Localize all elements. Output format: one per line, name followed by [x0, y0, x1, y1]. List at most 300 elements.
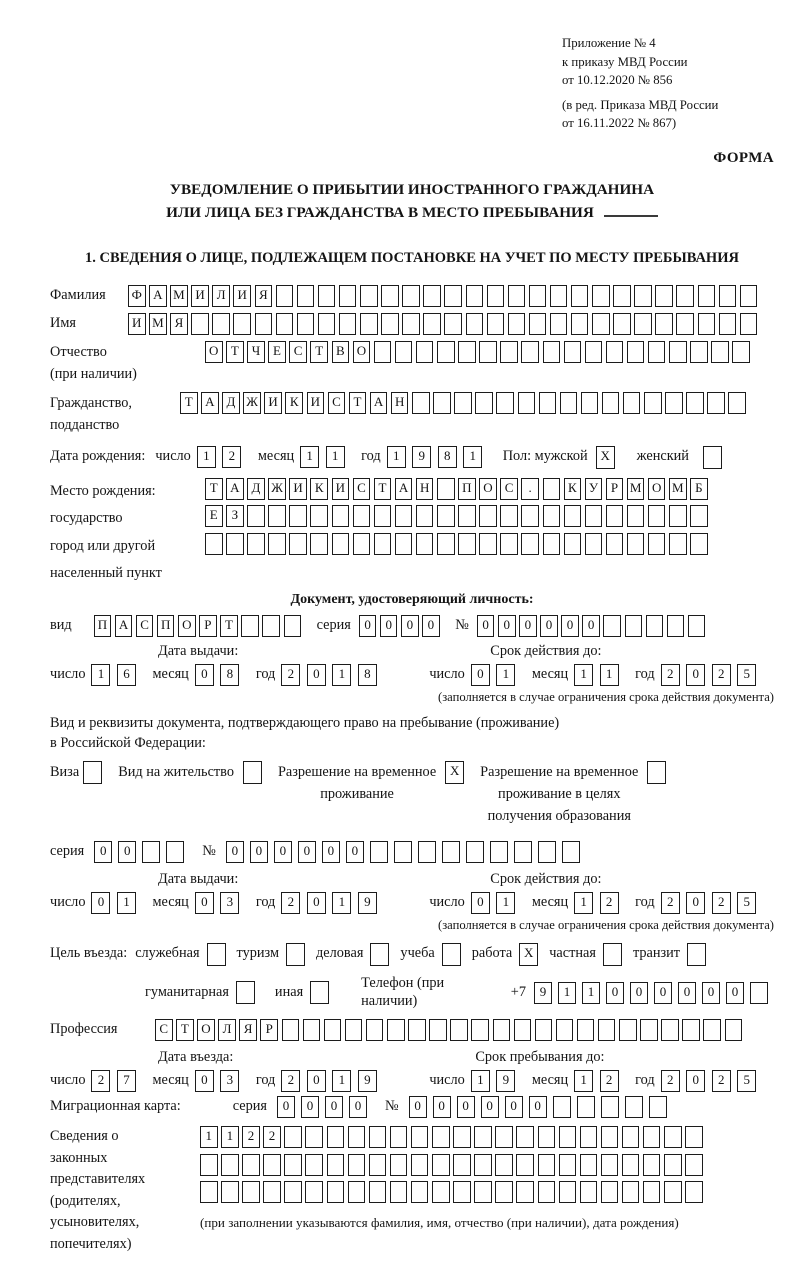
char-cell[interactable]: 0 [686, 1070, 705, 1092]
char-cell[interactable] [750, 982, 768, 1004]
char-cell[interactable] [619, 1019, 637, 1041]
char-cell[interactable]: 8 [438, 446, 457, 468]
char-cell[interactable] [247, 505, 265, 527]
char-cell[interactable] [200, 1154, 218, 1176]
char-cell[interactable] [242, 1154, 260, 1176]
char-cell[interactable]: 0 [195, 892, 214, 914]
char-cell[interactable] [310, 505, 328, 527]
birth-month-cells[interactable] [300, 446, 351, 468]
char-cell[interactable]: Т [176, 1019, 194, 1041]
char-cell[interactable] [643, 1181, 661, 1203]
char-cell[interactable] [559, 1181, 577, 1203]
char-cell[interactable] [521, 533, 539, 555]
char-cell[interactable] [664, 1181, 682, 1203]
char-cell[interactable] [571, 285, 589, 307]
char-cell[interactable] [453, 1154, 471, 1176]
char-cell[interactable] [585, 533, 603, 555]
char-cell[interactable]: 2 [600, 892, 619, 914]
char-cell[interactable] [508, 285, 526, 307]
char-cell[interactable]: 2 [281, 1070, 300, 1092]
char-cell[interactable]: И [191, 285, 209, 307]
visa-checkbox[interactable] [83, 761, 102, 784]
char-cell[interactable] [577, 1019, 595, 1041]
char-cell[interactable] [564, 533, 582, 555]
char-cell[interactable]: К [285, 392, 303, 414]
char-cell[interactable]: 1 [574, 1070, 593, 1092]
valid-month-cells[interactable] [574, 892, 625, 914]
char-cell[interactable] [585, 341, 603, 363]
char-cell[interactable] [395, 533, 413, 555]
char-cell[interactable] [560, 392, 578, 414]
char-cell[interactable]: 0 [195, 664, 214, 686]
representatives-cells-row1[interactable] [200, 1126, 706, 1148]
char-cell[interactable] [327, 1126, 345, 1148]
valid-day-cells[interactable] [471, 664, 522, 686]
char-cell[interactable] [268, 505, 286, 527]
char-cell[interactable]: Т [374, 478, 392, 500]
char-cell[interactable] [479, 505, 497, 527]
char-cell[interactable]: 1 [200, 1126, 218, 1148]
char-cell[interactable]: Ф [128, 285, 146, 307]
char-cell[interactable]: 2 [712, 664, 731, 686]
char-cell[interactable] [500, 505, 518, 527]
char-cell[interactable]: Н [416, 478, 434, 500]
char-cell[interactable]: Б [690, 478, 708, 500]
char-cell[interactable] [732, 341, 750, 363]
char-cell[interactable]: 8 [358, 664, 377, 686]
char-cell[interactable] [370, 943, 389, 966]
char-cell[interactable] [345, 1019, 363, 1041]
char-cell[interactable] [450, 1019, 468, 1041]
char-cell[interactable]: С [500, 478, 518, 500]
char-cell[interactable] [142, 841, 160, 863]
char-cell[interactable]: 2 [281, 664, 300, 686]
char-cell[interactable] [649, 1096, 667, 1118]
char-cell[interactable]: К [564, 478, 582, 500]
char-cell[interactable] [263, 1154, 281, 1176]
char-cell[interactable] [496, 392, 514, 414]
citizenship-cells[interactable] [180, 392, 750, 414]
valid-year-cells[interactable] [661, 664, 763, 686]
char-cell[interactable]: 0 [274, 841, 292, 863]
char-cell[interactable] [297, 285, 315, 307]
char-cell[interactable] [535, 1019, 553, 1041]
char-cell[interactable] [444, 285, 462, 307]
char-cell[interactable] [466, 313, 484, 335]
char-cell[interactable] [640, 1019, 658, 1041]
char-cell[interactable] [543, 341, 561, 363]
char-cell[interactable] [411, 1181, 429, 1203]
stay-month-cells[interactable] [574, 1070, 625, 1092]
char-cell[interactable]: Ж [243, 392, 261, 414]
char-cell[interactable] [353, 533, 371, 555]
char-cell[interactable] [665, 392, 683, 414]
char-cell[interactable] [332, 505, 350, 527]
char-cell[interactable] [411, 1126, 429, 1148]
char-cell[interactable] [360, 313, 378, 335]
char-cell[interactable]: И [128, 313, 146, 335]
firstname-cells[interactable] [128, 313, 761, 335]
char-cell[interactable] [601, 1154, 619, 1176]
char-cell[interactable]: 2 [281, 892, 300, 914]
char-cell[interactable] [205, 533, 223, 555]
char-cell[interactable] [471, 1019, 489, 1041]
char-cell[interactable] [685, 1154, 703, 1176]
char-cell[interactable] [521, 505, 539, 527]
char-cell[interactable] [564, 341, 582, 363]
char-cell[interactable]: 0 [307, 1070, 326, 1092]
char-cell[interactable]: 0 [561, 615, 579, 637]
char-cell[interactable] [339, 285, 357, 307]
temp-residence-checkbox[interactable] [445, 761, 464, 784]
char-cell[interactable] [518, 392, 536, 414]
residence-permit-checkbox[interactable] [243, 761, 262, 784]
char-cell[interactable] [305, 1181, 323, 1203]
char-cell[interactable] [458, 341, 476, 363]
char-cell[interactable]: 0 [505, 1096, 523, 1118]
char-cell[interactable] [437, 478, 455, 500]
profession-cells[interactable] [155, 1019, 746, 1041]
char-cell[interactable]: 2 [712, 892, 731, 914]
char-cell[interactable]: Т [205, 478, 223, 500]
char-cell[interactable]: О [197, 1019, 215, 1041]
issue-year-cells[interactable] [281, 892, 383, 914]
char-cell[interactable] [625, 1096, 643, 1118]
char-cell[interactable]: В [332, 341, 350, 363]
char-cell[interactable] [241, 615, 259, 637]
char-cell[interactable]: 0 [471, 664, 490, 686]
char-cell[interactable] [437, 505, 455, 527]
char-cell[interactable]: 0 [349, 1096, 367, 1118]
char-cell[interactable]: 0 [195, 1070, 214, 1092]
char-cell[interactable]: С [155, 1019, 173, 1041]
char-cell[interactable]: 2 [263, 1126, 281, 1148]
char-cell[interactable] [585, 505, 603, 527]
char-cell[interactable]: С [289, 341, 307, 363]
char-cell[interactable]: Д [247, 478, 265, 500]
char-cell[interactable]: Т [180, 392, 198, 414]
char-cell[interactable] [543, 478, 561, 500]
char-cell[interactable] [643, 1126, 661, 1148]
char-cell[interactable]: А [226, 478, 244, 500]
char-cell[interactable] [305, 1154, 323, 1176]
char-cell[interactable] [454, 392, 472, 414]
char-cell[interactable] [602, 392, 620, 414]
char-cell[interactable] [543, 533, 561, 555]
char-cell[interactable]: 0 [298, 841, 316, 863]
char-cell[interactable]: Я [170, 313, 188, 335]
purpose-other-checkbox[interactable] [310, 981, 329, 1004]
char-cell[interactable] [648, 533, 666, 555]
char-cell[interactable]: 0 [457, 1096, 475, 1118]
char-cell[interactable]: 0 [481, 1096, 499, 1118]
char-cell[interactable]: И [289, 478, 307, 500]
char-cell[interactable] [416, 505, 434, 527]
residence-series-cells[interactable] [94, 841, 190, 863]
char-cell[interactable] [577, 1096, 595, 1118]
char-cell[interactable] [83, 761, 102, 784]
char-cell[interactable] [728, 392, 746, 414]
char-cell[interactable] [564, 505, 582, 527]
char-cell[interactable] [429, 1019, 447, 1041]
char-cell[interactable]: 0 [686, 664, 705, 686]
char-cell[interactable] [521, 341, 539, 363]
purpose-transit-checkbox[interactable] [687, 943, 706, 966]
char-cell[interactable]: Р [199, 615, 217, 637]
char-cell[interactable] [625, 615, 643, 637]
char-cell[interactable]: О [178, 615, 196, 637]
char-cell[interactable]: 0 [433, 1096, 451, 1118]
char-cell[interactable] [687, 943, 706, 966]
char-cell[interactable]: Е [205, 505, 223, 527]
migration-number-cells[interactable] [409, 1096, 673, 1118]
char-cell[interactable] [348, 1154, 366, 1176]
char-cell[interactable] [603, 615, 621, 637]
char-cell[interactable] [514, 841, 532, 863]
char-cell[interactable] [690, 341, 708, 363]
char-cell[interactable]: 9 [496, 1070, 515, 1092]
char-cell[interactable] [580, 1126, 598, 1148]
char-cell[interactable] [719, 313, 737, 335]
char-cell[interactable] [221, 1154, 239, 1176]
char-cell[interactable] [474, 1154, 492, 1176]
char-cell[interactable]: Р [260, 1019, 278, 1041]
char-cell[interactable]: 1 [496, 664, 515, 686]
char-cell[interactable] [669, 533, 687, 555]
char-cell[interactable] [490, 841, 508, 863]
char-cell[interactable]: А [149, 285, 167, 307]
char-cell[interactable] [297, 313, 315, 335]
char-cell[interactable]: 1 [300, 446, 319, 468]
char-cell[interactable]: 0 [582, 615, 600, 637]
char-cell[interactable] [466, 841, 484, 863]
char-cell[interactable] [543, 505, 561, 527]
char-cell[interactable]: 0 [409, 1096, 427, 1118]
purpose-tourism-checkbox[interactable] [286, 943, 305, 966]
char-cell[interactable] [580, 1154, 598, 1176]
char-cell[interactable]: М [627, 478, 645, 500]
char-cell[interactable]: 8 [220, 664, 239, 686]
char-cell[interactable] [703, 1019, 721, 1041]
char-cell[interactable] [262, 615, 280, 637]
char-cell[interactable]: С [136, 615, 154, 637]
char-cell[interactable]: 1 [600, 664, 619, 686]
char-cell[interactable]: 0 [325, 1096, 343, 1118]
char-cell[interactable]: 0 [226, 841, 244, 863]
char-cell[interactable] [562, 841, 580, 863]
char-cell[interactable]: Т [220, 615, 238, 637]
char-cell[interactable] [191, 313, 209, 335]
purpose-work-checkbox[interactable] [519, 943, 538, 966]
char-cell[interactable] [690, 505, 708, 527]
birth-place-cells-row3[interactable] [205, 533, 711, 555]
char-cell[interactable]: 1 [558, 982, 576, 1004]
doc-type-cells[interactable] [94, 615, 305, 637]
char-cell[interactable] [332, 533, 350, 555]
char-cell[interactable]: Ж [268, 478, 286, 500]
char-cell[interactable]: О [648, 478, 666, 500]
purpose-official-checkbox[interactable] [207, 943, 226, 966]
char-cell[interactable] [475, 392, 493, 414]
char-cell[interactable] [627, 341, 645, 363]
doc-number-cells[interactable] [477, 615, 709, 637]
purpose-study-checkbox[interactable] [442, 943, 461, 966]
char-cell[interactable] [685, 1126, 703, 1148]
char-cell[interactable] [289, 533, 307, 555]
issue-month-cells[interactable] [195, 664, 246, 686]
char-cell[interactable] [466, 285, 484, 307]
char-cell[interactable]: Л [212, 285, 230, 307]
char-cell[interactable] [255, 313, 273, 335]
char-cell[interactable] [423, 313, 441, 335]
birth-day-cells[interactable] [197, 446, 248, 468]
char-cell[interactable] [353, 505, 371, 527]
char-cell[interactable]: К [310, 478, 328, 500]
char-cell[interactable] [418, 841, 436, 863]
char-cell[interactable]: X [596, 446, 615, 469]
char-cell[interactable] [444, 313, 462, 335]
char-cell[interactable] [556, 1019, 574, 1041]
char-cell[interactable] [374, 341, 392, 363]
char-cell[interactable] [487, 285, 505, 307]
char-cell[interactable] [676, 313, 694, 335]
char-cell[interactable]: 0 [540, 615, 558, 637]
char-cell[interactable] [395, 341, 413, 363]
char-cell[interactable] [348, 1181, 366, 1203]
issue-month-cells[interactable] [195, 892, 246, 914]
char-cell[interactable] [453, 1181, 471, 1203]
char-cell[interactable]: 2 [661, 892, 680, 914]
char-cell[interactable] [263, 1181, 281, 1203]
stay-year-cells[interactable] [661, 1070, 763, 1092]
char-cell[interactable]: 1 [387, 446, 406, 468]
char-cell[interactable] [667, 615, 685, 637]
char-cell[interactable] [432, 1126, 450, 1148]
char-cell[interactable] [516, 1126, 534, 1148]
char-cell[interactable]: Р [606, 478, 624, 500]
char-cell[interactable] [538, 1126, 556, 1148]
char-cell[interactable]: 2 [222, 446, 241, 468]
char-cell[interactable] [495, 1181, 513, 1203]
char-cell[interactable] [613, 313, 631, 335]
valid-year-cells[interactable] [661, 892, 763, 914]
char-cell[interactable]: 0 [529, 1096, 547, 1118]
char-cell[interactable] [458, 505, 476, 527]
char-cell[interactable] [348, 1126, 366, 1148]
char-cell[interactable]: 0 [422, 615, 440, 637]
char-cell[interactable] [655, 313, 673, 335]
char-cell[interactable]: 9 [534, 982, 552, 1004]
char-cell[interactable] [402, 285, 420, 307]
char-cell[interactable]: Л [218, 1019, 236, 1041]
char-cell[interactable] [286, 943, 305, 966]
char-cell[interactable] [514, 1019, 532, 1041]
char-cell[interactable] [550, 313, 568, 335]
char-cell[interactable] [495, 1154, 513, 1176]
char-cell[interactable] [487, 313, 505, 335]
purpose-business-checkbox[interactable] [370, 943, 389, 966]
char-cell[interactable] [698, 313, 716, 335]
char-cell[interactable] [166, 841, 184, 863]
char-cell[interactable] [682, 1019, 700, 1041]
char-cell[interactable] [432, 1154, 450, 1176]
char-cell[interactable] [318, 313, 336, 335]
char-cell[interactable] [500, 533, 518, 555]
char-cell[interactable] [500, 341, 518, 363]
char-cell[interactable] [458, 533, 476, 555]
char-cell[interactable]: 0 [401, 615, 419, 637]
char-cell[interactable] [408, 1019, 426, 1041]
char-cell[interactable] [661, 1019, 679, 1041]
char-cell[interactable] [432, 1181, 450, 1203]
char-cell[interactable] [508, 313, 526, 335]
char-cell[interactable]: 0 [307, 892, 326, 914]
char-cell[interactable]: Д [222, 392, 240, 414]
char-cell[interactable]: 1 [117, 892, 136, 914]
char-cell[interactable]: П [458, 478, 476, 500]
char-cell[interactable] [634, 285, 652, 307]
char-cell[interactable] [369, 1181, 387, 1203]
char-cell[interactable]: Т [349, 392, 367, 414]
char-cell[interactable] [411, 1154, 429, 1176]
representatives-cells-row3[interactable] [200, 1181, 706, 1203]
char-cell[interactable] [479, 341, 497, 363]
char-cell[interactable]: 0 [250, 841, 268, 863]
char-cell[interactable] [243, 761, 262, 784]
char-cell[interactable] [601, 1096, 619, 1118]
char-cell[interactable]: А [115, 615, 133, 637]
entry-month-cells[interactable] [195, 1070, 246, 1092]
char-cell[interactable] [423, 285, 441, 307]
char-cell[interactable] [474, 1181, 492, 1203]
char-cell[interactable]: М [170, 285, 188, 307]
char-cell[interactable] [369, 1126, 387, 1148]
char-cell[interactable] [437, 341, 455, 363]
char-cell[interactable] [284, 1126, 302, 1148]
char-cell[interactable]: 0 [606, 982, 624, 1004]
char-cell[interactable] [495, 1126, 513, 1148]
char-cell[interactable] [669, 505, 687, 527]
char-cell[interactable]: А [370, 392, 388, 414]
char-cell[interactable] [268, 533, 286, 555]
char-cell[interactable]: Я [255, 285, 273, 307]
char-cell[interactable]: 2 [661, 1070, 680, 1092]
char-cell[interactable] [539, 392, 557, 414]
char-cell[interactable]: 2 [712, 1070, 731, 1092]
char-cell[interactable]: 1 [332, 892, 351, 914]
char-cell[interactable] [284, 1181, 302, 1203]
birth-place-cells-row1[interactable] [205, 478, 711, 500]
char-cell[interactable] [664, 1126, 682, 1148]
char-cell[interactable]: 0 [519, 615, 537, 637]
birth-year-cells[interactable] [387, 446, 489, 468]
char-cell[interactable] [247, 533, 265, 555]
char-cell[interactable]: . [521, 478, 539, 500]
char-cell[interactable]: 0 [686, 892, 705, 914]
char-cell[interactable] [686, 392, 704, 414]
char-cell[interactable]: 7 [117, 1070, 136, 1092]
char-cell[interactable] [276, 285, 294, 307]
char-cell[interactable]: 2 [91, 1070, 110, 1092]
char-cell[interactable] [416, 341, 434, 363]
char-cell[interactable]: И [307, 392, 325, 414]
char-cell[interactable]: 9 [358, 1070, 377, 1092]
char-cell[interactable]: П [94, 615, 112, 637]
char-cell[interactable] [369, 1154, 387, 1176]
char-cell[interactable]: 1 [574, 664, 593, 686]
char-cell[interactable] [284, 615, 302, 637]
char-cell[interactable] [390, 1181, 408, 1203]
